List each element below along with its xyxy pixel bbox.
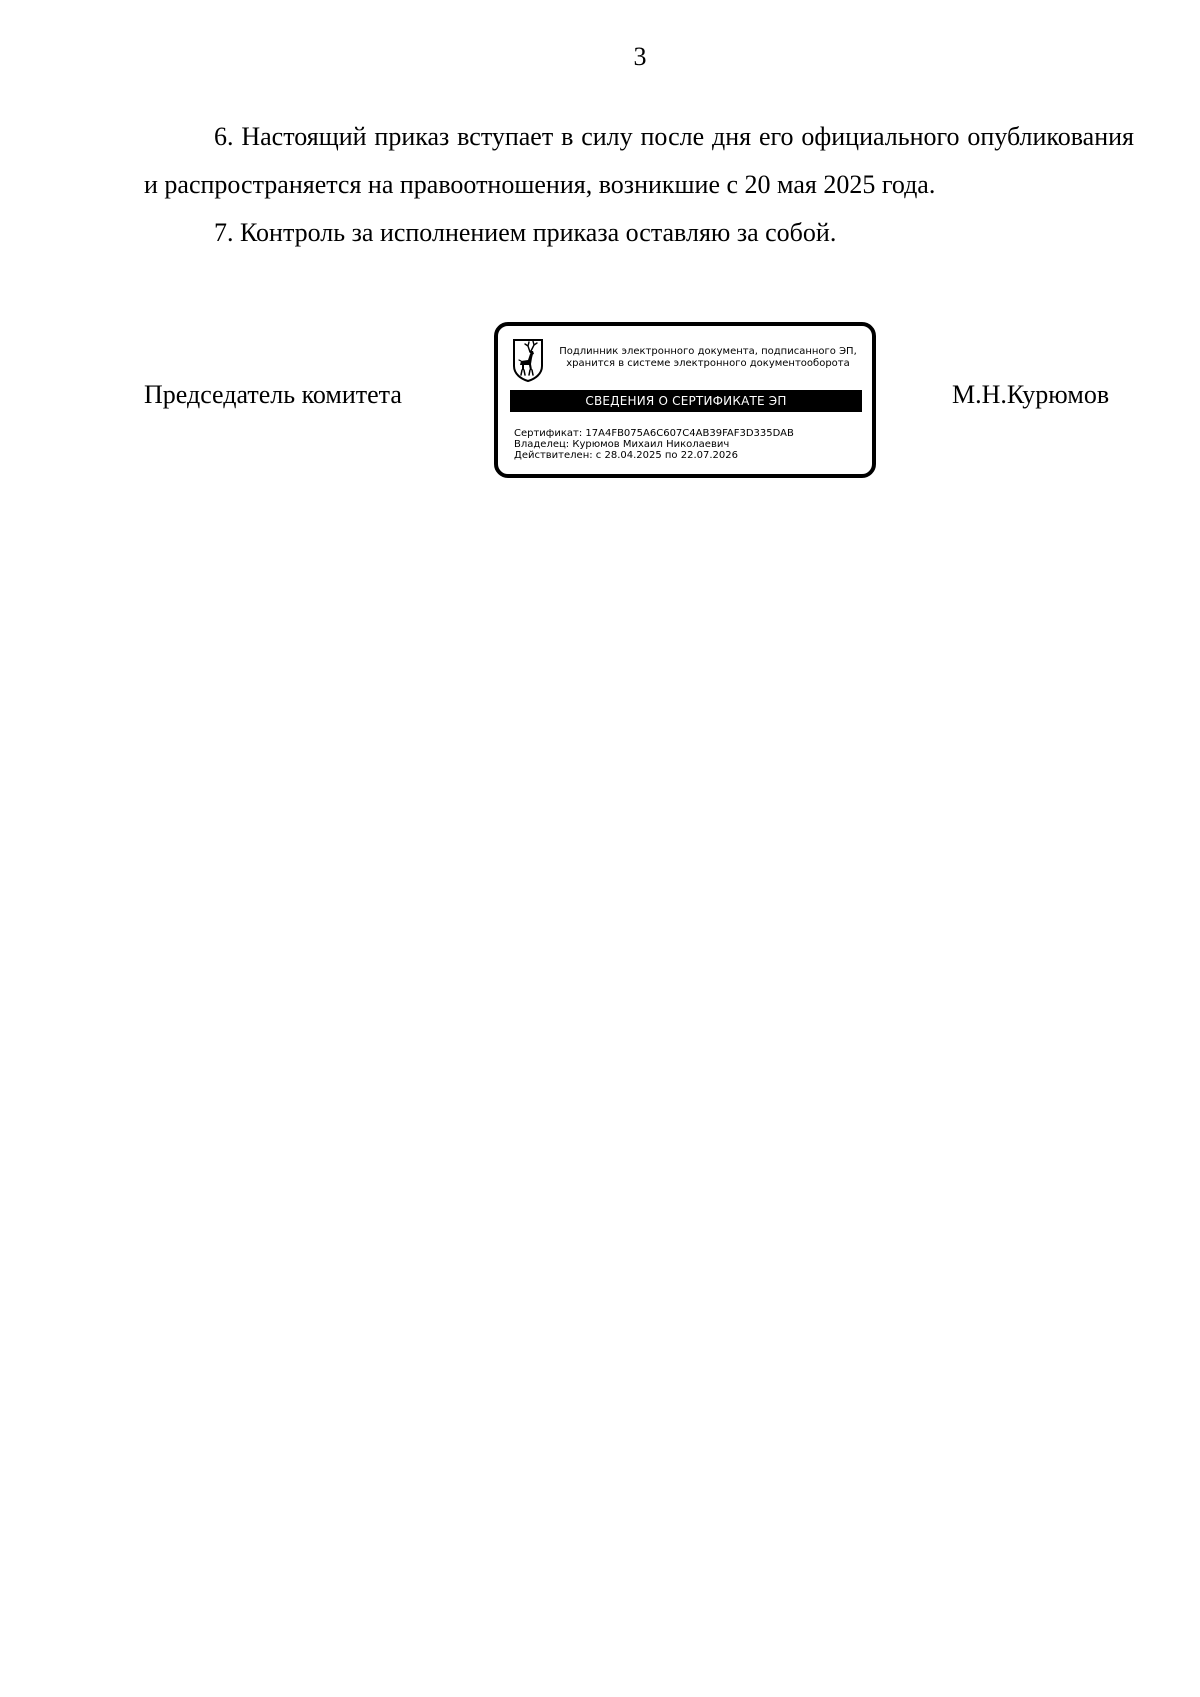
document-body [144,113,1134,257]
stamp-validity: Действителен: с 28.04.2025 по 22.07.2026 [514,450,738,461]
stamp-certificate-number: Сертификат: 17A4FB075A6C607C4AB39FAF3D335DAB [514,428,794,439]
stamp-certificate-details [514,428,864,461]
stamp-certificate-band: СВЕДЕНИЯ О СЕРТИФИКАТЕ ЭП [510,390,862,412]
signatory-position: Председатель комитета [144,380,402,409]
stamp-header-line-2: хранится в системе электронного документооборота [566,358,850,369]
paragraph-7: 7. Контроль за исполнением приказа оставляю за собой. [214,218,837,247]
electronic-signature-stamp [494,322,876,478]
stamp-header-line-1: Подлинник электронного документа, подписанного ЭП, [559,346,857,357]
coat-of-arms-deer-icon [512,338,544,382]
paragraph-6: 6. Настоящий приказ вступает в силу после дня его официального опубликования и распространяется на правоотношения, возникшие с 20 мая 2025 года. [144,122,1134,199]
page-number: 3 [633,42,647,71]
stamp-owner: Владелец: Курюмов Михаил Николаевич [514,439,730,450]
signature-block [0,320,1200,480]
signatory-name: М.Н.Курюмов [952,380,1110,409]
stamp-header [550,346,866,370]
